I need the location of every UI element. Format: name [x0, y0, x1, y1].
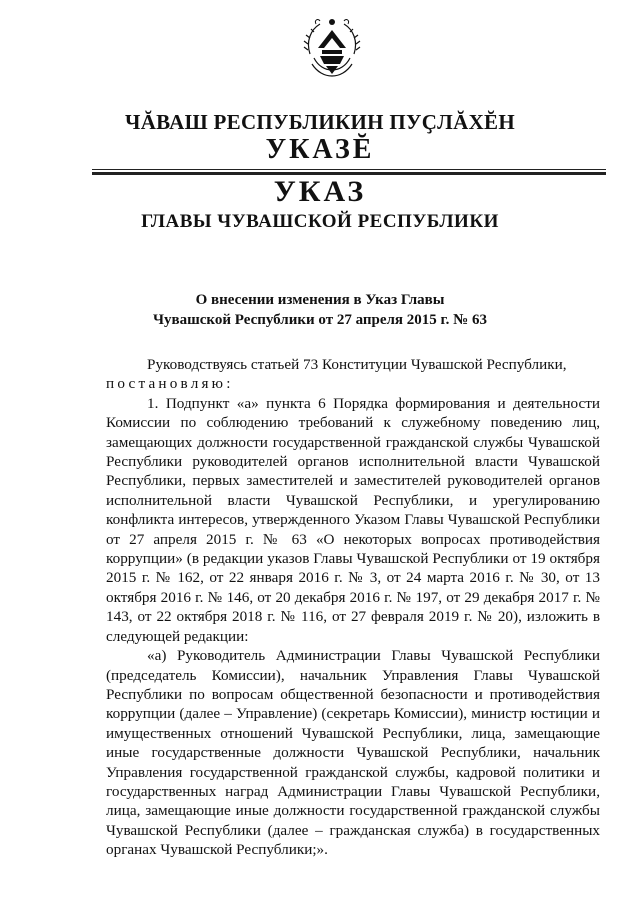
decree-word: постановляю: — [106, 375, 234, 393]
subject-line-2: Чувашской Республики от 27 апреля 2015 г. № 63 — [153, 312, 487, 328]
header-rule-thin — [92, 169, 606, 170]
russian-subtitle: ГЛАВЫ ЧУВАШСКОЙ РЕСПУБЛИКИ — [141, 211, 499, 232]
russian-title: УКАЗ — [273, 175, 367, 208]
paragraph-2: «а) Руководитель Администрации Главы Чувашской Республики (председатель Комиссии), начальник Управления Главы Чувашской Республики по вопросам общественной безопасности и противодействия коррупции (далее – Управление) (секретарь Комиссии), министр юстиции и имущественных отношений Чувашской Республики, лица, замещающие иные государственные должности Чувашской Республики, начальник Управления государственной гражданской службы, кадровой политики и государственных наград Администрации Главы Чувашской Республики, лица, замещающие иные должности государственной гражданской службы Чувашской Республики (далее – гражданская служба) в государственных органах Чувашской Республики;». — [106, 647, 600, 859]
coat-of-arms-icon — [296, 14, 368, 86]
document-subject — [0, 290, 640, 330]
paragraph-1: 1. Подпункт «а» пункта 6 Порядка формирования и деятельности Комиссии по соблюдению требований к служебному поведению лиц, замещающих должности государственной гражданской службы Чувашской Республики руководителей органов исполнительной власти Чувашской Республики, первых заместителей и заместителей руководителей органов исполнительной власти Чувашской Республики, и урегулированию конфликта интересов, утвержденного Указом Главы Чувашской Республики от 27 апреля 2015 г. № 63 «О некоторых вопросах противодействия коррупции» (в редакции указов Главы Чувашской Республики от 19 октября 2015 г. № 162, от 22 января 2016 г. № 3, от 24 марта 2016 г. № 30, от 13 октября 2016 г. № 146, от 20 декабря 2016 г. № 197, от 29 декабря 2017 г. № 143, от 22 октября 2018 г. № 116, от 27 февраля 2019 г. № 20), изложить в следующей редакции: — [106, 394, 600, 645]
chuvash-header-line: ЧĂВАШ РЕСПУБЛИКИН ПУҪЛĂХĔН — [124, 110, 515, 134]
chuvash-title: УКАЗĔ — [265, 134, 375, 165]
preamble-paragraph: Руководствуясь статьей 73 Конституции Чувашской Республики, — [147, 356, 567, 373]
document-body — [106, 355, 600, 860]
subject-line-1: О внесении изменения в Указ Главы — [195, 292, 445, 308]
